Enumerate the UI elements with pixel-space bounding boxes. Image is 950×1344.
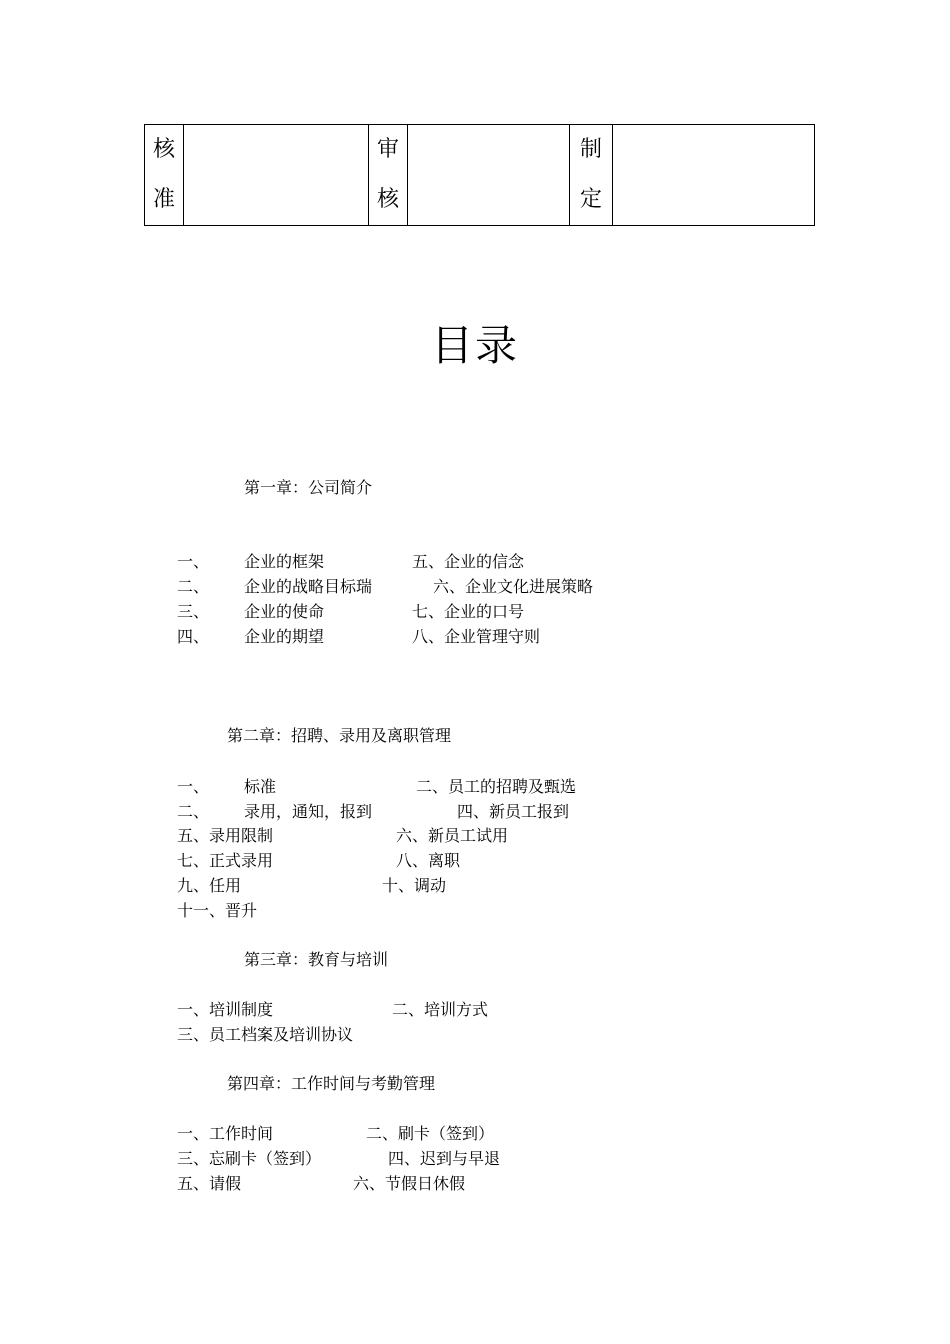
ch1-item: 企业的框架 xyxy=(244,552,325,571)
ch2-item: 录用，通知，报到 xyxy=(244,802,373,821)
chapter-3-heading: 第三章：教育与培训 xyxy=(244,950,389,969)
ch3-item: 一、培训制度 xyxy=(177,1000,274,1019)
prepare-label: 制 定 xyxy=(570,125,613,226)
chapter-4-heading: 第四章：工作时间与考勤管理 xyxy=(227,1074,436,1093)
ch2-item-num: 一、 xyxy=(177,777,210,796)
ch1-item-num: 三、 xyxy=(177,602,210,621)
ch1-item: 八、企业管理守则 xyxy=(412,627,541,646)
ch4-item: 三、忘刷卡（签到） xyxy=(177,1149,322,1168)
approve-field[interactable] xyxy=(184,125,369,226)
ch2-item: 九、任用 xyxy=(177,876,242,895)
ch4-item: 四、迟到与早退 xyxy=(388,1149,501,1168)
ch2-item: 八、离职 xyxy=(396,851,461,870)
page-title: 目录 xyxy=(430,321,519,370)
ch2-item: 标准 xyxy=(244,777,277,796)
review-field[interactable] xyxy=(408,125,570,226)
ch2-item: 六、新员工试用 xyxy=(396,826,509,845)
ch1-item: 六、企业文化进展策略 xyxy=(433,577,594,596)
ch1-item: 企业的使命 xyxy=(244,602,325,621)
ch1-item: 五、企业的信念 xyxy=(412,552,525,571)
ch4-item: 一、工作时间 xyxy=(177,1124,274,1143)
ch2-item-num: 二、 xyxy=(177,802,210,821)
ch3-item: 二、培训方式 xyxy=(392,1000,489,1019)
prepare-field[interactable] xyxy=(613,125,815,226)
ch2-item: 五、录用限制 xyxy=(177,826,274,845)
ch4-item: 二、刷卡（签到） xyxy=(366,1124,495,1143)
ch1-item-num: 二、 xyxy=(177,577,210,596)
chapter-2-heading: 第二章：招聘、录用及离职管理 xyxy=(227,726,452,745)
ch1-item-num: 一、 xyxy=(177,552,210,571)
review-label: 审 核 xyxy=(369,125,408,226)
ch2-item: 十、调动 xyxy=(382,876,447,895)
ch4-item: 五、请假 xyxy=(177,1174,242,1193)
approval-table xyxy=(144,124,815,226)
ch1-item: 企业的战略目标瑞 xyxy=(244,577,373,596)
ch4-item: 六、节假日休假 xyxy=(353,1174,466,1193)
ch2-item: 七、正式录用 xyxy=(177,851,274,870)
ch1-item: 七、企业的口号 xyxy=(412,602,525,621)
ch1-item-num: 四、 xyxy=(177,627,210,646)
ch2-item: 二、员工的招聘及甄选 xyxy=(416,777,577,796)
chapter-1-heading: 第一章：公司简介 xyxy=(244,478,373,497)
approve-label: 核 准 xyxy=(145,125,184,226)
ch2-item: 四、新员工报到 xyxy=(457,802,570,821)
ch2-item: 十一、晋升 xyxy=(177,901,258,920)
ch1-item: 企业的期望 xyxy=(244,627,325,646)
ch3-item: 三、员工档案及培训协议 xyxy=(177,1025,354,1044)
